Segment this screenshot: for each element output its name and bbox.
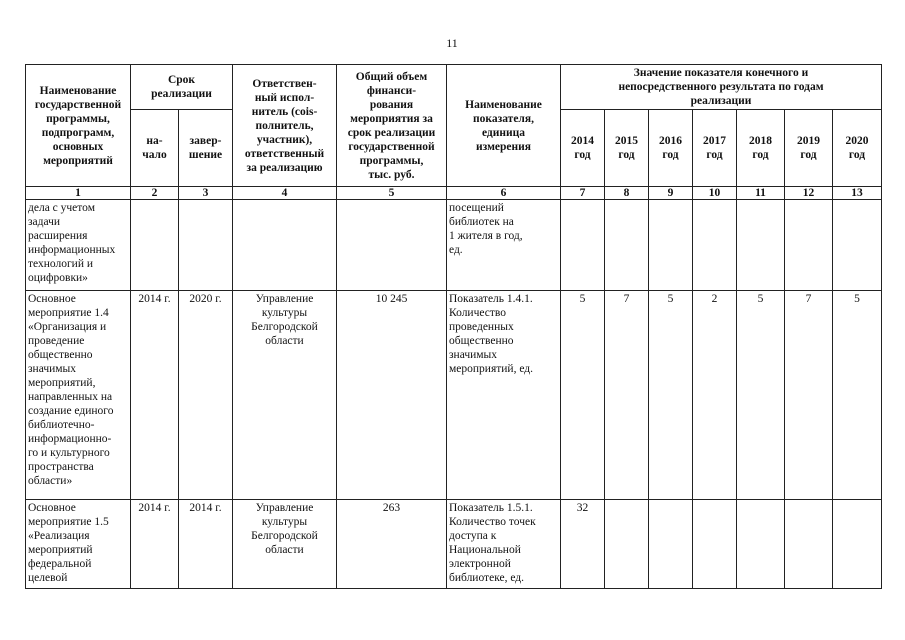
- indicator-cell: Показатель 1.5.1. Количество точек доступа к Национальной электронной библиотеке, ед.: [447, 500, 561, 589]
- column-number: 12: [785, 187, 833, 200]
- program-name-cell: дела с учетом задачи расширения информационных технологий и оцифровки»: [26, 200, 131, 291]
- value-2019-cell: [785, 200, 833, 291]
- start-cell: [131, 200, 179, 291]
- column-number: 2: [131, 187, 179, 200]
- value-2020-cell: [833, 200, 882, 291]
- column-number: 9: [649, 187, 693, 200]
- executor-cell: Управление культуры Белгородской области: [233, 500, 337, 589]
- column-number: 1: [26, 187, 131, 200]
- value-2019-cell: 7: [785, 291, 833, 500]
- value-2020-cell: [833, 500, 882, 589]
- header-executor: Ответствен- ный испол- нитель (сois- полнитель, участник), ответственный за реализацию: [233, 65, 337, 187]
- funding-cell: 263: [337, 500, 447, 589]
- value-2016-cell: [649, 500, 693, 589]
- program-table: [25, 64, 882, 589]
- value-2017-cell: [693, 200, 737, 291]
- value-2018-cell: 5: [737, 291, 785, 500]
- end-cell: [179, 200, 233, 291]
- program-name-cell: Основное мероприятие 1.4 «Организация и проведение общественно значимых мероприятий, направленных на создание единого библиотечно- информационно- го и культурного пространства области»: [26, 291, 131, 500]
- value-2017-cell: [693, 500, 737, 589]
- value-2014-cell: 5: [561, 291, 605, 500]
- value-2014-cell: [561, 200, 605, 291]
- header-end: завер- шение: [179, 110, 233, 187]
- value-2015-cell: [605, 500, 649, 589]
- column-number: 3: [179, 187, 233, 200]
- value-2018-cell: [737, 200, 785, 291]
- end-cell: 2014 г.: [179, 500, 233, 589]
- column-number: 13: [833, 187, 882, 200]
- funding-cell: 10 245: [337, 291, 447, 500]
- page-number: 11: [446, 36, 458, 50]
- header-year-2018: 2018 год: [737, 110, 785, 187]
- header-term: Срок реализации: [131, 65, 233, 110]
- header-program-name: Наименование государственной программы, подпрограмм, основных мероприятий: [26, 65, 131, 187]
- column-number: 7: [561, 187, 605, 200]
- executor-cell: [233, 200, 337, 291]
- column-number: 10: [693, 187, 737, 200]
- header-year-2014: 2014 год: [561, 110, 605, 187]
- value-2016-cell: [649, 200, 693, 291]
- header-year-2020: 2020 год: [833, 110, 882, 187]
- column-number: 4: [233, 187, 337, 200]
- header-year-2016: 2016 год: [649, 110, 693, 187]
- header-indicator: Наименование показателя, единица измерения: [447, 65, 561, 187]
- table-row: [26, 500, 882, 589]
- header-year-2017: 2017 год: [693, 110, 737, 187]
- table-row: [26, 200, 882, 291]
- header-start: на- чало: [131, 110, 179, 187]
- executor-cell: Управление культуры Белгородской области: [233, 291, 337, 500]
- value-2019-cell: [785, 500, 833, 589]
- header-year-2015: 2015 год: [605, 110, 649, 187]
- column-number: 8: [605, 187, 649, 200]
- funding-cell: [337, 200, 447, 291]
- value-2020-cell: 5: [833, 291, 882, 500]
- table-row: [26, 291, 882, 500]
- program-name-cell: Основное мероприятие 1.5 «Реализация мероприятий федеральной целевой: [26, 500, 131, 589]
- value-2015-cell: 7: [605, 291, 649, 500]
- column-number: 5: [337, 187, 447, 200]
- start-cell: 2014 г.: [131, 500, 179, 589]
- start-cell: 2014 г.: [131, 291, 179, 500]
- value-2014-cell: 32: [561, 500, 605, 589]
- column-number: 11: [737, 187, 785, 200]
- value-2016-cell: 5: [649, 291, 693, 500]
- header-funding: Общий объем финанси- рования мероприятия за срок реализации государственной программы, тыс. руб.: [337, 65, 447, 187]
- value-2015-cell: [605, 200, 649, 291]
- indicator-cell: посещений библиотек на 1 жителя в год, ед.: [447, 200, 561, 291]
- value-2017-cell: 2: [693, 291, 737, 500]
- end-cell: 2020 г.: [179, 291, 233, 500]
- header-values: Значение показателя конечного и непосредственного результата по годам реализации: [561, 65, 882, 110]
- indicator-cell: Показатель 1.4.1. Количество проведенных общественно значимых мероприятий, ед.: [447, 291, 561, 500]
- column-number: 6: [447, 187, 561, 200]
- header-year-2019: 2019 год: [785, 110, 833, 187]
- value-2018-cell: [737, 500, 785, 589]
